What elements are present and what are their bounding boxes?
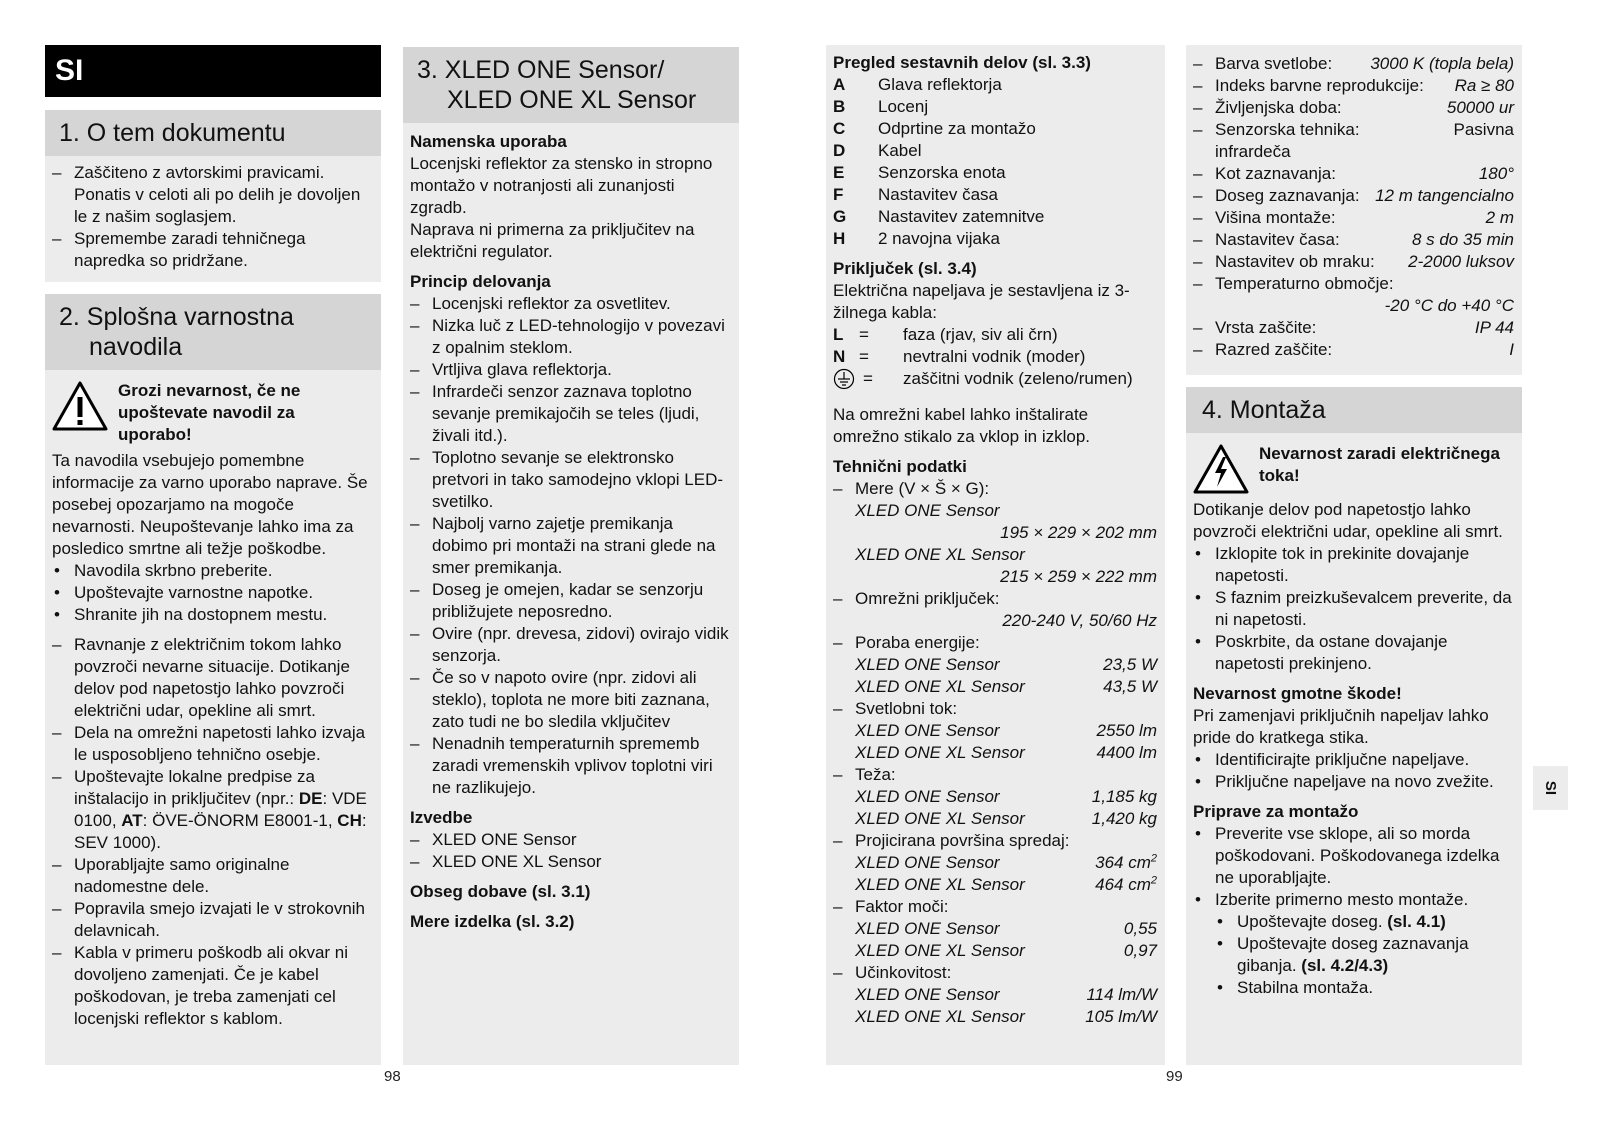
list-item: – Senzorska tehnika: Pasivna infrardeča [1193, 119, 1514, 163]
list-item: • Navodila skrbno preberite. [52, 560, 373, 582]
part-label: Odprtine za montažo [878, 119, 1036, 138]
warning-text: Nevarnost zaradi električnega toka! [1259, 444, 1500, 485]
spec-label: – Svetlobni tok: [855, 699, 958, 718]
equals: = [859, 325, 869, 344]
spec-label: – Učinkovitost: [855, 963, 952, 982]
list-item: – Doseg je omejen, kadar se senzorju približujete neposredno. [410, 579, 731, 623]
list-item: • Shranite jih na dostopnem mestu. [52, 604, 373, 626]
spec-box [1186, 45, 1522, 375]
list-item: – Nizka luč z LED-tehnologijo v povezavi z opalnim steklom. [410, 315, 731, 359]
electric-warning-block [1193, 443, 1514, 495]
subheading: Pregled sestavnih delov (sl. 3.3) [833, 53, 1091, 72]
side-tab-label: SI [1542, 780, 1560, 796]
spec-label: – Omrežni priključek: [855, 589, 1000, 608]
list-item: – Uporabljajte samo originalne nadomestne dele. [52, 854, 373, 898]
model-name: XLED ONE XL Sensor [855, 545, 1025, 564]
list-item: – Nastavitev ob mraku: 2-2000 luksov [1193, 251, 1514, 273]
column-2 [403, 47, 739, 1065]
tech-data-list [833, 478, 1157, 1028]
list-item: – Najbolj varno zajetje premikanja dobimo pri montaži na strani glede na smer premikanja. [410, 513, 731, 579]
section-2-body [45, 380, 381, 1030]
section-2-heading [45, 294, 381, 370]
spec-row: XLED ONE XL Sensor 464 $cm^2$ [855, 874, 1157, 894]
list-item: • Poskrbite, da ostane dovajanje napetosti prekinjeno. [1193, 631, 1514, 675]
wire-key: N [833, 347, 846, 366]
spec-value: 195 × 229 × 202 mm [1000, 523, 1157, 542]
part-label: Glava reflektorja [878, 75, 1002, 94]
list-item: – Vrsta zaščite: IP 44 [1193, 317, 1514, 339]
list-item: • Identificirajte priključne napeljave. [1193, 749, 1514, 771]
list-item: – Dela na omrežni napetosti lahko izvaja le usposobljeno tehnično osebje. [52, 722, 373, 766]
list-item: – Ovire (npr. drevesa, zidovi) ovirajo vidik senzorja. [410, 623, 731, 667]
list-item: – Barva svetlobe: 3000 K (topla bela) [1193, 53, 1514, 75]
part-label: Nastavitev zatemnitve [878, 207, 1045, 226]
wire-label: nevtralni vodnik (moder) [903, 347, 1086, 366]
list-item: • Preverite vse sklope, ali so morda poškodovani. Poškodovanega izdelka ne uporabljajte. [1193, 823, 1514, 889]
warning-triangle-icon [52, 380, 108, 432]
spec-value: 215 × 259 × 222 mm [1000, 567, 1157, 586]
model-name: XLED ONE Sensor [855, 501, 1000, 520]
list-item: – Locenjski reflektor za osvetlitev. [410, 293, 731, 315]
equals: = [859, 347, 869, 366]
list-item: – Razred zaščite: I [1193, 339, 1514, 361]
part-key: D [833, 141, 846, 160]
spec-label: – Mere (V × Š × G): [855, 479, 990, 498]
paragraph: Na omrežni kabel lahko inštalirate omrežno stikalo za vklop in izklop. [833, 405, 1091, 446]
page-number-left: 98 [384, 1068, 401, 1085]
list-item [833, 896, 1157, 962]
subheading: Tehnični podatki [833, 457, 967, 476]
list-item: – XLED ONE Sensor [410, 829, 731, 851]
subheading: Priprave za montažo [1193, 802, 1359, 821]
spec-row: XLED ONE Sensor 1,185 kg [855, 787, 1157, 806]
part-key: E [833, 163, 845, 182]
spec-list [1193, 53, 1514, 361]
spec-row: XLED ONE XL Sensor 43,5 W [855, 677, 1157, 696]
part-label: Senzorska enota [878, 163, 1006, 182]
paragraph: Dotikanje delov pod napetostjo lahko povzroči električni udar, opekline ali smrt. [1193, 500, 1503, 541]
prep-sub-list [1215, 911, 1514, 999]
section-4-heading [1186, 387, 1522, 433]
language-header [45, 45, 381, 97]
wire-label: zaščitni vodnik (zeleno/rumen) [903, 369, 1133, 388]
variants-list [410, 829, 731, 873]
list-item: – Toplotno sevanje se elektronsko pretvori in tako samodejno vklopi LED-svetilko. [410, 447, 731, 513]
list-item: – Indeks barvne reprodukcije: Ra ≥ 80 [1193, 75, 1514, 97]
list-item [833, 478, 1157, 588]
electric-hazard-icon [1193, 443, 1249, 495]
spec-row: XLED ONE Sensor 114 lm/W [855, 985, 1157, 1004]
subheading: Izvedbe [410, 808, 473, 827]
part-key: A [833, 75, 846, 94]
list-item: – Popravila smejo izvajati le v strokovnih delavnicah. [52, 898, 373, 942]
spec-row: XLED ONE Sensor 2550 lm [855, 721, 1157, 740]
section-3-heading [403, 47, 739, 123]
column-3 [826, 45, 1165, 1065]
part-label: Kabel [878, 141, 922, 160]
part-key: B [833, 97, 846, 116]
section-gap [1186, 375, 1522, 387]
column-3-body [826, 45, 1165, 1028]
part-key: H [833, 229, 846, 248]
spec-row: XLED ONE XL Sensor 1,420 kg [855, 809, 1157, 828]
section-1-title: 1. O tem dokumentu [59, 119, 286, 147]
wire-key: L [833, 325, 844, 344]
list-item: – Doseg zaznavanja: 12 m tangencialno [1193, 185, 1514, 207]
paragraph: Pri zamenjavi priključnih napeljav lahko pride do kratkega stika. [1193, 706, 1489, 747]
list-item: – Zaščiteno z avtorskimi pravicami. Ponatis v celoti ali po delih je dovoljen le z našim soglasjem. [52, 162, 373, 228]
part-label: 2 navojna vijaka [878, 229, 1000, 248]
list-item: – Vrtljiva glava reflektorja. [410, 359, 731, 381]
subheading: Mere izdelka (sl. 3.2) [410, 912, 575, 931]
part-label: Nastavitev časa [878, 185, 998, 204]
part-key: F [833, 185, 844, 204]
spec-row: XLED ONE Sensor 23,5 W [855, 655, 1157, 674]
list-item: • Upoštevajte doseg zaznavanja gibanja. (sl. 4.2/4.3) [1215, 933, 1514, 977]
intro-paragraph: Ta navodila vsebujejo pomembne informacije za varno uporabo naprave. Še posebej opozarjamo na mogoče nevarnosti. Neupoštevanje lahko ima za posledico smrtne ali težje poškodbe. [52, 451, 368, 558]
language-code: SI [55, 54, 84, 87]
spec-label: – Faktor moči: [855, 897, 949, 916]
spec-row: XLED ONE Sensor 364 $cm^2$ [855, 852, 1157, 872]
list-item [833, 632, 1157, 698]
subheading: Priključek (sl. 3.4) [833, 259, 977, 278]
section-1-list [52, 162, 373, 272]
list-item: – Višina montaže: 2 m [1193, 207, 1514, 229]
list-item: • Stabilna montaža. [1215, 977, 1514, 999]
section-1-body [45, 156, 381, 272]
subheading: Obseg dobave (sl. 3.1) [410, 882, 591, 901]
list-item [833, 962, 1157, 1028]
equals: = [863, 369, 873, 388]
column-4 [1186, 45, 1522, 1065]
prep-bullets [1193, 823, 1514, 999]
list-item: – Življenjska doba: 50000 ur [1193, 97, 1514, 119]
section-1-heading [45, 110, 381, 156]
electric-bullets [1193, 543, 1514, 675]
connection-list [833, 324, 1157, 396]
list-item: – Infrardeči senzor zaznava toplotno sevanje premikajočih se teles (ljudi, živali itd.). [410, 381, 731, 447]
spec-label: – Projicirana površina spredaj: [855, 831, 1070, 850]
section-4-title: 4. Montaža [1202, 396, 1326, 424]
list-item [833, 588, 1157, 632]
parts-list [833, 74, 1157, 250]
spec-row: XLED ONE XL Sensor 4400 lm [855, 743, 1157, 762]
ground-symbol-icon [833, 368, 859, 396]
section-3-body [403, 131, 739, 933]
list-item: • Upoštevajte doseg. (sl. 4.1) [1215, 911, 1514, 933]
function-list [410, 293, 731, 799]
list-item: – Nastavitev časa: 8 s do 35 min [1193, 229, 1514, 251]
part-label: Locenj [878, 97, 929, 116]
section-2-title: 2. Splošna varnostna [59, 303, 294, 331]
subheading: Nevarnost gmotne škode! [1193, 684, 1402, 703]
list-item: – Upoštevajte lokalne predpise za inštalacijo in priključitev (npr.: DE: VDE 0100, AT: ÖVE-ÖNORM E8001-1, CH: SEV 1000). [52, 766, 373, 854]
list-item: • Izberite primerno mesto montaže. • Upoštevajte doseg. (sl. 4.1) • Upoštevajte doseg zaznavanja gibanja. (sl. 4.2/4.3) • Stabilna montaža. [1193, 889, 1514, 999]
spec-row: XLED ONE XL Sensor 105 lm/W [855, 1007, 1157, 1026]
page-number-right: 99 [1166, 1068, 1183, 1085]
part-key: C [833, 119, 846, 138]
list-item [833, 830, 1157, 896]
list-item: – Kot zaznavanja: 180° [1193, 163, 1514, 185]
section-gap [45, 282, 381, 294]
list-item: – Ravnanje z električnim tokom lahko povzroči nevarne situacije. Dotikanje delov pod napetostjo lahko povzroči električni udar, opekline ali smrt. [52, 634, 373, 722]
paragraph: Naprava ni primerna za priključitev na električni regulator. [410, 220, 695, 261]
spec-value: 220-240 V, 50/60 Hz [1002, 611, 1157, 630]
damage-bullets [1193, 749, 1514, 793]
list-item: • S faznim preizkuševalcem preverite, da ni napetosti. [1193, 587, 1514, 631]
list-item: – Spremembe zaradi tehničnega napredka so pridržane. [52, 228, 373, 272]
subheading: Namenska uporaba [410, 132, 567, 151]
section-4 [1186, 387, 1522, 1065]
part-key: G [833, 207, 847, 226]
list-item: • Izklopite tok in prekinite dovajanje napetosti. [1193, 543, 1514, 587]
warning-block [52, 380, 373, 446]
list-item: – Če so v napoto ovire (npr. zidovi ali steklo), toplota ne more biti zaznana, zato tudi ne bo sledila vključitev [410, 667, 731, 733]
section-3-title: 3. XLED ONE Sensor/ [417, 56, 665, 84]
subheading: Princip delovanja [410, 272, 551, 291]
list-item: – Kabla v primeru poškodb ali okvar ni dovoljeno zamenjati. Če je kabel poškodovan, je treba zamenjati cel locenjski reflektor s kablom. [52, 942, 373, 1030]
list-item: – Temperaturno območje: -20 °C do +40 °C [1193, 273, 1514, 317]
language-side-tab [1533, 766, 1568, 810]
safety-dash-list [52, 634, 373, 1030]
spec-row: XLED ONE XL Sensor 0,97 [855, 941, 1157, 960]
paragraph: Locenjski reflektor za stensko in stropno montažo v notranjosti ali zunanjosti zgradb. [410, 154, 713, 217]
section-2-title-cont: navodila [89, 333, 183, 361]
warning-text: Grozi nevarnost, če ne upoštevate navodil za uporabo! [118, 381, 301, 444]
list-item: – Nenadnih temperaturnih sprememb zaradi vremenskih vplivov toplotni viri ne razlikujejo. [410, 733, 731, 799]
wire-label: faza (rjav, siv ali črn) [903, 325, 1058, 344]
list-item [833, 698, 1157, 764]
list-item: – XLED ONE XL Sensor [410, 851, 731, 873]
spec-row: XLED ONE Sensor 0,55 [855, 919, 1157, 938]
spec-label: – Teža: [855, 765, 896, 784]
list-item: • Priključne napeljave na novo zvežite. [1193, 771, 1514, 793]
list-item [833, 764, 1157, 830]
list-item: • Upoštevajte varnostne napotke. [52, 582, 373, 604]
column-1 [45, 110, 381, 1065]
paragraph: Električna napeljava je sestavljena iz 3-žilnega kabla: [833, 281, 1130, 322]
safety-bullets [52, 560, 373, 626]
spec-label: – Poraba energije: [855, 633, 980, 652]
section-4-body [1186, 443, 1522, 999]
section-3-title-cont: XLED ONE XL Sensor [447, 86, 697, 114]
